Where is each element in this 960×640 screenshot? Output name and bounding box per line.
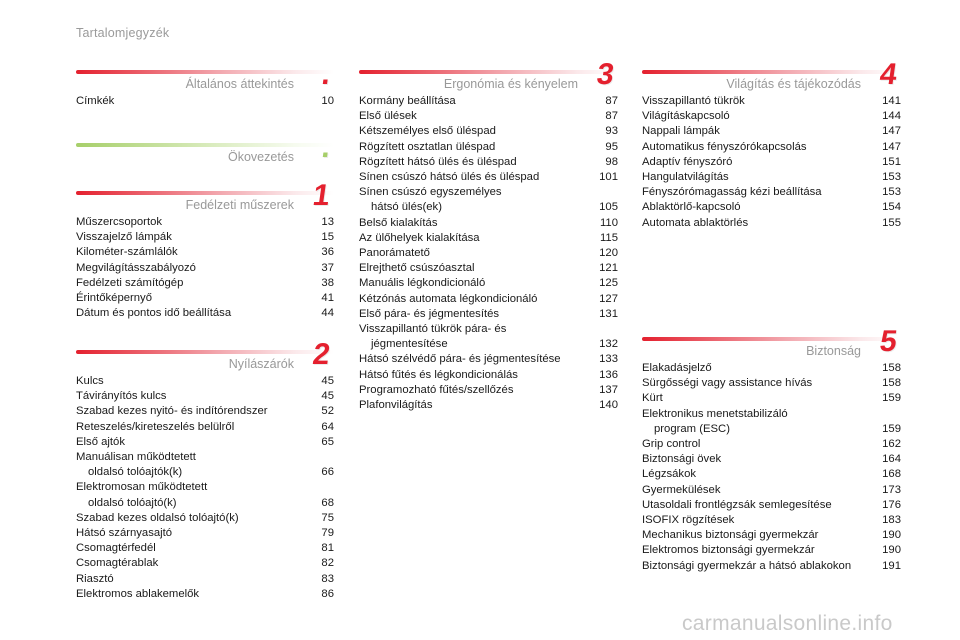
toc-entry-page-number: 13 (321, 216, 334, 228)
toc-entry-title-line: Csomagtérablak (76, 557, 159, 570)
toc-entry-title-line: Adaptív fényszóró (642, 155, 733, 168)
toc-entry-page-number: 176 (882, 498, 901, 511)
toc-entry-title (642, 391, 663, 406)
section-divider-bar (642, 337, 901, 341)
toc-entry-title-line: Visszajelző lámpák (76, 231, 172, 244)
toc-entry-title (76, 291, 152, 306)
toc-entry[interactable] (642, 437, 901, 452)
toc-entry-title-line: Hátsó szélvédő pára- és jégmentesítése (359, 353, 561, 366)
toc-entry-page-number: 173 (882, 483, 901, 496)
toc-list (76, 94, 334, 109)
toc-list (642, 94, 901, 231)
toc-entry-page-number: 15 (321, 231, 334, 244)
toc-entry-title (76, 526, 172, 541)
toc-entry-page-number: 153 (882, 171, 901, 184)
toc-entry[interactable] (76, 291, 334, 306)
toc-entry-title (642, 543, 815, 558)
toc-entry[interactable] (642, 452, 901, 467)
toc-entry[interactable] (76, 480, 334, 510)
toc-entry-title-line: Kétzónás automata légkondicionáló (359, 292, 538, 305)
toc-entry[interactable] (642, 200, 901, 215)
section-divider-bar (76, 143, 334, 147)
section-biztonsag (642, 325, 901, 574)
toc-entry-title (76, 435, 125, 450)
toc-entry-page-number: 82 (321, 557, 334, 570)
toc-entry-page-number: 136 (599, 368, 618, 381)
toc-entry-title (642, 513, 734, 528)
toc-entry-title (642, 376, 812, 391)
section-nylaszarok (76, 338, 334, 602)
toc-entry-title (642, 528, 818, 543)
toc-entry[interactable] (76, 94, 334, 109)
section-header (642, 325, 901, 359)
toc-entry-title-line: Hangulatvilágítás (642, 171, 729, 184)
section-okovezetes (76, 131, 334, 165)
toc-list (76, 374, 334, 602)
toc-entry-page-number: 137 (599, 383, 618, 396)
toc-entry-page-number: 37 (321, 261, 334, 274)
toc-entry-title-line: Automatikus fényszórókapcsolás (642, 140, 807, 153)
toc-entry-page-number: 41 (321, 292, 334, 305)
toc-entry-title (76, 420, 234, 435)
toc-entry[interactable] (359, 216, 618, 231)
toc-entry[interactable] (642, 513, 901, 528)
toc-entry[interactable] (76, 276, 334, 291)
toc-entry[interactable] (642, 216, 901, 231)
toc-entry-title-line: Kürt (642, 392, 663, 405)
toc-entry-title (76, 404, 268, 419)
toc-entry-title-line: Címkék (76, 95, 115, 107)
section-number: 2 (311, 338, 333, 371)
toc-entry-title (642, 109, 730, 124)
toc-entry[interactable] (642, 109, 901, 124)
toc-entry-title-continuation: jégmentesítése (371, 338, 448, 351)
toc-entry[interactable] (76, 215, 334, 230)
toc-entry[interactable] (359, 368, 618, 383)
toc-entry-page-number: 190 (882, 544, 901, 557)
toc-entry-page-number: 151 (882, 155, 901, 168)
toc-entry-title-line: Szabad kezes nyitó- és indítórendszer (76, 405, 268, 418)
toc-entry[interactable] (76, 526, 334, 541)
toc-entry-title-line: Manuális légkondicionáló (359, 277, 486, 290)
section-divider-bar (359, 70, 618, 74)
toc-entry-title-line: Biztonsági gyermekzár a hátsó ablakokon (642, 559, 852, 572)
toc-entry-title (642, 124, 720, 139)
toc-entry-page-number: 147 (882, 140, 901, 153)
section-number: . (319, 58, 333, 91)
toc-entry[interactable] (76, 374, 334, 389)
toc-entry-title-line: Rögzített osztatlan üléspad (359, 140, 496, 153)
toc-entry[interactable] (76, 587, 334, 602)
toc-entry-page-number: 120 (599, 247, 618, 260)
toc-entry[interactable] (359, 231, 618, 246)
toc-entry[interactable] (359, 398, 618, 413)
toc-entry-title-line: Elektromosan működtetett (76, 481, 208, 494)
toc-entry-title-line: Fedélzeti számítógép (76, 276, 184, 289)
toc-entry-title (359, 352, 561, 367)
toc-entry-title (359, 231, 480, 246)
toc-entry-title-continuation: program (ESC) (654, 422, 730, 435)
toc-entry[interactable] (359, 185, 618, 215)
toc-entry-title-line: Visszapillantó tükrök (642, 95, 745, 107)
toc-entry[interactable] (359, 292, 618, 307)
section-divider-bar (76, 70, 334, 74)
toc-entry[interactable] (359, 246, 618, 261)
toc-entry-title-line: Elektromos ablakemelők (76, 587, 200, 600)
toc-entry-title (642, 498, 832, 513)
toc-entry-title-line: Elektronikus menetstabilizáló (642, 407, 788, 420)
toc-entry-title-line: Érintőképernyő (76, 292, 152, 305)
section-number: 1 (311, 179, 333, 212)
section-header (642, 58, 901, 92)
toc-entry-title-continuation: oldalsó tolóajtó(k) (88, 496, 177, 509)
toc-entry[interactable] (359, 109, 618, 124)
section-number: 3 (595, 58, 617, 91)
toc-entry-title-line: Dátum és pontos idő beállítása (76, 307, 232, 320)
toc-entry-title-line: Manuálisan működtetett (76, 451, 196, 464)
toc-entry-title (359, 246, 430, 261)
toc-entry-page-number: 141 (882, 95, 901, 107)
toc-entry-page-number: 64 (321, 420, 334, 433)
toc-entry[interactable] (76, 230, 334, 245)
toc-entry-title (76, 389, 166, 404)
toc-entry-page-number: 101 (599, 171, 618, 184)
toc-entry[interactable] (642, 170, 901, 185)
toc-entry-title (359, 124, 496, 139)
toc-entry-page-number: 190 (882, 529, 901, 542)
toc-entry-title (76, 587, 199, 602)
toc-entry-page-number: 154 (882, 201, 901, 214)
toc-entry-title-line: Nappali lámpák (642, 125, 720, 138)
toc-entry-title (359, 94, 456, 109)
toc-entry[interactable] (642, 407, 901, 437)
toc-entry-title-line: Sínen csúszó egyszemélyes (359, 186, 502, 199)
toc-entry-page-number: 110 (599, 216, 618, 229)
toc-entry-title-line: ISOFIX rögzítések (642, 514, 735, 527)
toc-entry-title (359, 140, 495, 155)
section-divider-bar (642, 70, 901, 74)
toc-entry-title-line: Légzsákok (642, 468, 697, 481)
toc-entry[interactable] (642, 124, 901, 139)
toc-entry-title (642, 155, 732, 170)
toc-entry[interactable] (76, 420, 334, 435)
toc-entry-title (359, 276, 485, 291)
section-ergonomia (359, 58, 618, 413)
toc-entry-page-number: 144 (882, 110, 901, 123)
toc-entry-title (359, 261, 475, 276)
toc-entry-title (642, 216, 748, 231)
toc-entry-page-number: 191 (882, 559, 901, 572)
toc-entry-title-continuation: hátsó ülés(ek) (371, 201, 442, 214)
toc-entry-title (642, 140, 807, 155)
toc-entry-page-number: 183 (882, 514, 901, 527)
toc-entry[interactable] (642, 361, 901, 376)
toc-entry-page-number: 95 (605, 140, 618, 153)
toc-entry-title (359, 322, 506, 352)
toc-entry-title (76, 215, 162, 230)
toc-entry[interactable] (642, 140, 901, 155)
toc-entry-title (642, 483, 720, 498)
toc-entry-title-line: Sínen csúszó hátsó ülés és üléspad (359, 171, 540, 184)
toc-entry-page-number: 10 (321, 95, 334, 107)
toc-entry[interactable] (359, 170, 618, 185)
toc-entry[interactable] (359, 140, 618, 155)
toc-entry-title-line: Visszapillantó tükrök pára- és (359, 323, 507, 336)
toc-entry-page-number: 38 (321, 276, 334, 289)
toc-entry[interactable] (76, 572, 334, 587)
toc-list (642, 361, 901, 574)
toc-entry-page-number: 86 (321, 587, 334, 600)
toc-entry-page-number: 164 (882, 453, 901, 466)
toc-entry[interactable] (76, 245, 334, 260)
toc-entry-title-line: Riasztó (76, 572, 114, 585)
toc-entry-title-line: Sürgősségi vagy assistance hívás (642, 377, 813, 390)
toc-entry-title (642, 467, 696, 482)
toc-entry-title-line: Mechanikus biztonsági gyermekzár (642, 529, 819, 542)
toc-entry-title-line: Automata ablaktörlés (642, 216, 749, 229)
toc-entry-page-number: 133 (599, 353, 618, 366)
toc-entry-title-line: Elektromos biztonsági gyermekzár (642, 544, 815, 557)
toc-entry-title-line: Szabad kezes oldalsó tolóajtó(k) (76, 511, 239, 524)
toc-entry[interactable] (359, 322, 618, 352)
toc-entry[interactable] (642, 483, 901, 498)
toc-entry[interactable] (359, 261, 618, 276)
page-title: Tartalomjegyzék (76, 26, 170, 40)
toc-entry-page-number: 125 (599, 277, 618, 290)
toc-entry[interactable] (359, 352, 618, 367)
section-header (76, 338, 334, 372)
toc-entry-title (359, 307, 499, 322)
toc-entry-title (76, 450, 196, 480)
section-header (76, 58, 334, 92)
toc-list (76, 215, 334, 321)
toc-entry-title-line: Panorámatető (359, 247, 430, 260)
toc-entry-page-number: 52 (321, 405, 334, 418)
toc-entry-page-number: 168 (882, 468, 901, 481)
toc-entry-title (642, 185, 822, 200)
toc-entry-title-line: Első pára- és jégmentesítés (359, 307, 500, 320)
section-title: Általános áttekintés (185, 77, 294, 91)
section-number: 5 (878, 325, 900, 358)
toc-entry-title (359, 292, 537, 307)
section-title: Ökovezetés (227, 150, 294, 164)
toc-entry[interactable] (359, 155, 618, 170)
toc-entry-title (76, 94, 114, 109)
section-title: Nyílászárók (228, 357, 294, 371)
toc-entry-page-number: 127 (599, 292, 618, 305)
toc-entry-title (76, 245, 178, 260)
toc-entry-page-number: 105 (599, 201, 618, 214)
toc-entry[interactable] (642, 498, 901, 513)
section-vilagitas (642, 58, 901, 231)
toc-entry[interactable] (359, 383, 618, 398)
toc-entry[interactable] (76, 389, 334, 404)
toc-entry-title (642, 200, 741, 215)
toc-entry-page-number: 159 (882, 392, 901, 405)
toc-entry-title-line: Hátsó szárnyasajtó (76, 527, 173, 540)
toc-entry-title-line: Megvilágításszabályozó (76, 261, 196, 274)
toc-entry-title-line: Plafonvilágítás (359, 399, 433, 412)
toc-entry-title (359, 185, 502, 215)
toc-list (359, 94, 618, 413)
section-number: . (319, 131, 333, 164)
toc-entry-title (359, 398, 432, 413)
toc-entry-title (359, 155, 517, 170)
toc-entry-title-line: Utasoldali frontlégzsák semlegesítése (642, 498, 832, 511)
toc-entry-title (76, 306, 231, 321)
toc-entry[interactable] (76, 511, 334, 526)
toc-entry-title (76, 572, 114, 587)
toc-entry-title (76, 556, 158, 571)
toc-entry-title-line: Csomagtérfedél (76, 542, 156, 555)
toc-entry-page-number: 147 (882, 125, 901, 138)
toc-entry-page-number: 65 (321, 435, 334, 448)
toc-entry-title-line: Kilométer-számlálók (76, 246, 178, 259)
toc-entry-page-number: 45 (321, 390, 334, 403)
toc-entry-title (359, 383, 513, 398)
toc-entry-page-number: 121 (599, 262, 618, 275)
toc-entry-title-line: Fényszórómagasság kézi beállítása (642, 186, 822, 199)
toc-entry-title-line: Első ajtók (76, 435, 125, 448)
toc-entry-title-line: Az ülőhelyek kialakítása (359, 231, 480, 244)
toc-entry-title (76, 261, 196, 276)
toc-entry-title-line: Belső kialakítás (359, 216, 438, 229)
toc-entry[interactable] (359, 94, 618, 109)
toc-entry-title-line: Távirányítós kulcs (76, 390, 167, 403)
toc-entry[interactable] (76, 261, 334, 276)
section-altalanos (76, 58, 334, 109)
toc-entry-title (642, 559, 851, 574)
toc-entry-page-number: 83 (321, 572, 334, 585)
toc-entry-title-line: Kulcs (76, 375, 104, 387)
toc-entry[interactable] (359, 124, 618, 139)
toc-entry-title-line: Ablaktörlő-kapcsoló (642, 201, 741, 214)
toc-entry-title-line: Programozható fűtés/szellőzés (359, 383, 514, 396)
toc-entry-title (76, 276, 183, 291)
toc-entry-page-number: 132 (599, 338, 618, 351)
toc-entry[interactable] (642, 376, 901, 391)
toc-entry-title-line: Világításkapcsoló (642, 110, 730, 123)
section-title: Biztonság (806, 344, 861, 358)
toc-entry-title-line: Biztonsági övek (642, 453, 722, 466)
toc-entry-title-line: Gyermekülések (642, 483, 721, 496)
toc-entry-page-number: 153 (882, 186, 901, 199)
section-header (76, 179, 334, 213)
toc-entry-title (76, 230, 172, 245)
toc-entry-page-number: 36 (321, 246, 334, 259)
toc-entry-title (642, 452, 721, 467)
toc-entry-title (76, 480, 207, 510)
toc-entry[interactable] (642, 528, 901, 543)
toc-entry-page-number: 93 (605, 125, 618, 138)
toc-entry[interactable] (359, 276, 618, 291)
toc-entry[interactable] (642, 543, 901, 558)
toc-entry-title (359, 170, 539, 185)
toc-entry-title-line: Rögzített hátsó ülés és üléspad (359, 155, 517, 168)
section-number: 4 (878, 58, 900, 91)
toc-entry-page-number: 158 (882, 362, 901, 374)
toc-entry-page-number: 79 (321, 527, 334, 540)
section-header (76, 131, 334, 165)
toc-entry[interactable] (76, 541, 334, 556)
toc-entry-title-line: Műszercsoportok (76, 216, 163, 228)
toc-entry[interactable] (76, 435, 334, 450)
toc-entry-page-number: 162 (882, 438, 901, 451)
toc-entry[interactable] (642, 94, 901, 109)
section-title: Ergonómia és kényelem (443, 77, 578, 91)
toc-entry-title-line: Reteszelés/kireteszelés belülről (76, 420, 235, 433)
section-divider-bar (76, 191, 334, 195)
toc-entry-title (76, 511, 239, 526)
toc-entry-title (76, 374, 104, 389)
toc-entry[interactable] (642, 185, 901, 200)
toc-entry-title (642, 170, 729, 185)
watermark: carmanualsonline.info (682, 612, 893, 635)
toc-entry[interactable] (76, 404, 334, 419)
toc-entry-page-number: 75 (321, 511, 334, 524)
toc-entry-page-number: 131 (599, 307, 618, 320)
toc-entry[interactable] (642, 559, 901, 574)
toc-entry-page-number: 44 (321, 307, 334, 320)
toc-entry-page-number: 140 (599, 399, 618, 412)
toc-entry-page-number: 155 (882, 216, 901, 229)
toc-entry-page-number: 158 (882, 377, 901, 390)
section-fedelzeti (76, 179, 334, 321)
toc-entry-title-line: Elakadásjelző (642, 362, 712, 374)
toc-entry[interactable] (642, 467, 901, 482)
toc-entry-title-line: Kétszemélyes első üléspad (359, 125, 496, 138)
toc-entry-title (642, 361, 712, 376)
toc-entry-title (359, 216, 438, 231)
toc-entry[interactable] (76, 450, 334, 480)
toc-entry-title-line: Hátsó fűtés és légkondicionálás (359, 368, 518, 381)
toc-entry-title-line: Kormány beállítása (359, 95, 456, 107)
toc-entry-title (642, 407, 788, 437)
toc-entry[interactable] (642, 155, 901, 170)
toc-entry-page-number: 81 (321, 542, 334, 555)
toc-entry-page-number: 98 (605, 155, 618, 168)
toc-entry[interactable] (642, 391, 901, 406)
toc-entry-page-number: 87 (605, 95, 618, 107)
section-divider-bar (76, 350, 334, 354)
toc-entry-title-continuation: oldalsó tolóajtók(k) (88, 466, 183, 479)
toc-entry-title (76, 541, 156, 556)
toc-entry-title-line: Első ülések (359, 110, 417, 123)
section-title: Fedélzeti műszerek (185, 198, 294, 212)
toc-entry-title (359, 368, 518, 383)
toc-entry-title-line: Elrejthető csúszóasztal (359, 262, 475, 275)
toc-entry[interactable] (76, 556, 334, 571)
toc-entry-page-number: 115 (599, 231, 618, 244)
toc-entry-page-number: 66 (321, 466, 334, 479)
toc-entry-page-number: 87 (605, 110, 618, 123)
toc-entry[interactable] (359, 307, 618, 322)
toc-entry-page-number: 159 (882, 422, 901, 435)
toc-entry-page-number: 45 (321, 375, 334, 387)
toc-entry-title-line: Grip control (642, 438, 701, 451)
toc-entry-page-number: 68 (321, 496, 334, 509)
toc-entry-title (642, 437, 700, 452)
toc-entry-title (359, 109, 417, 124)
section-header (359, 58, 618, 92)
toc-entry-title (642, 94, 745, 109)
toc-entry[interactable] (76, 306, 334, 321)
section-title: Világítás és tájékozódás (726, 77, 861, 91)
